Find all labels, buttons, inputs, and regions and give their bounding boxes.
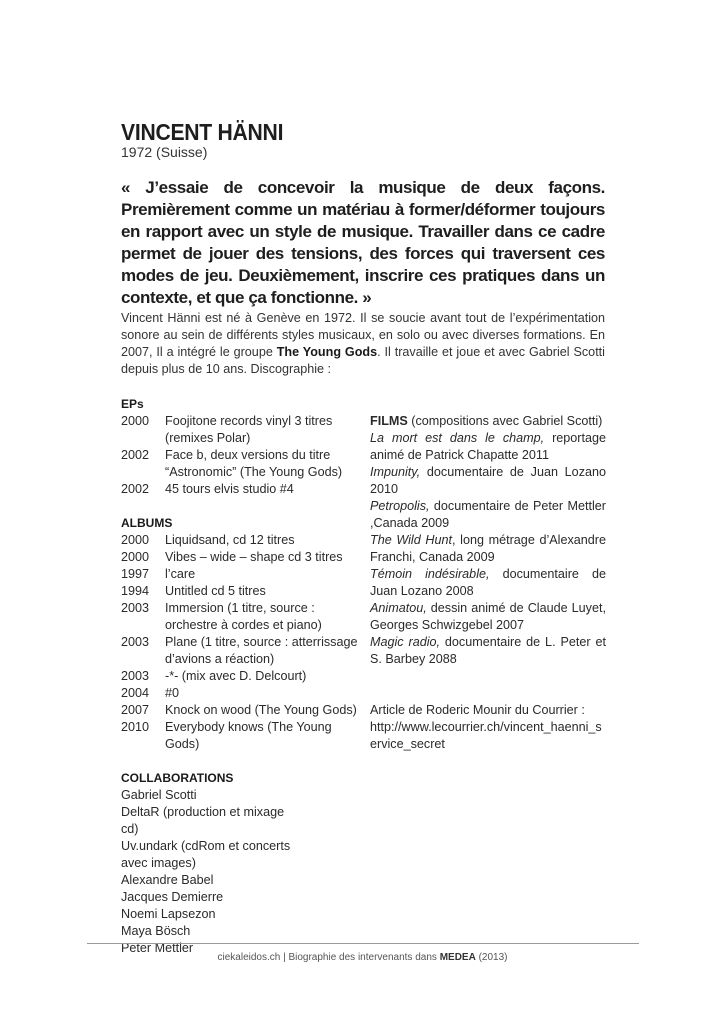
collaborations-heading: COLLABORATIONS bbox=[121, 771, 234, 785]
film-title: Magic radio, bbox=[370, 635, 441, 649]
list-item bbox=[121, 447, 361, 481]
footer-divider bbox=[87, 943, 639, 944]
film-description: dessin animé de Claude Luyet, Georges Schwizgebel 2007 bbox=[370, 601, 606, 632]
item-title: Untitled cd 5 titres bbox=[165, 584, 266, 598]
list-item bbox=[121, 532, 361, 549]
films-list bbox=[370, 430, 606, 668]
list-item bbox=[370, 430, 606, 464]
list-item bbox=[121, 719, 361, 753]
film-description: reportage animé de Patrick Chapatte 2011 bbox=[370, 431, 606, 462]
item-title: Immersion (1 titre, source : orchestre à cordes et piano) bbox=[165, 601, 322, 632]
film-title: The Wild Hunt bbox=[370, 533, 452, 547]
item-year: 2010 bbox=[121, 720, 150, 734]
item-year: 2003 bbox=[121, 669, 150, 683]
list-item bbox=[121, 668, 361, 685]
films-column bbox=[370, 413, 606, 753]
item-year: 2004 bbox=[121, 686, 150, 700]
item-title: Knock on wood (The Young Gods) bbox=[165, 703, 357, 717]
footer-show-name: MEDEA bbox=[439, 952, 476, 963]
film-description: , long métrage d’Alexandre Franchi, Canada 2009 bbox=[370, 533, 606, 564]
list-item bbox=[121, 583, 361, 600]
list-item bbox=[370, 464, 606, 498]
films-heading bbox=[370, 413, 606, 430]
film-title: Petropolis, bbox=[370, 499, 430, 513]
page-footer bbox=[0, 952, 725, 963]
film-title: Témoin indésirable, bbox=[370, 567, 490, 581]
list-item bbox=[121, 481, 361, 498]
film-title: La mort est dans le champ, bbox=[370, 431, 545, 445]
films-title: FILMS bbox=[370, 414, 408, 428]
list-item: Uv.undark (cdRom et concerts avec images) bbox=[121, 839, 291, 870]
item-year: 2002 bbox=[121, 448, 150, 462]
item-year: 2007 bbox=[121, 703, 150, 717]
item-title: Plane (1 titre, source : atterrissage d’avions a réaction) bbox=[165, 635, 358, 666]
item-year: 2000 bbox=[121, 550, 150, 564]
item-year: 2003 bbox=[121, 635, 150, 649]
item-title: 45 tours elvis studio #4 bbox=[165, 482, 294, 496]
list-item bbox=[121, 702, 361, 719]
film-description: documentaire de Juan Lozano 2010 bbox=[370, 465, 606, 496]
person-origin: 1972 (Suisse) bbox=[121, 144, 208, 160]
person-name: VINCENT HÄNNI bbox=[121, 119, 284, 145]
article-reference bbox=[370, 702, 606, 753]
list-item bbox=[121, 634, 361, 668]
collaborations-list bbox=[121, 787, 291, 957]
film-description: documentaire de L. Peter et S. Barbey 2088 bbox=[370, 635, 606, 666]
footer-prefix: ciekaleidos.ch | Biographie des intervenants dans bbox=[217, 952, 440, 963]
article-label: Article de Roderic Mounir du Courrier : bbox=[370, 703, 585, 717]
list-item bbox=[370, 634, 606, 668]
list-item: Noemi Lapsezon bbox=[121, 907, 216, 921]
list-item bbox=[370, 532, 606, 566]
list-item: DeltaR (production et mixage cd) bbox=[121, 805, 285, 836]
list-item bbox=[370, 498, 606, 532]
list-item: Gabriel Scotti bbox=[121, 788, 197, 802]
item-year: 2000 bbox=[121, 414, 150, 428]
film-description: documentaire de Juan Lozano 2008 bbox=[370, 567, 606, 598]
item-year: 2000 bbox=[121, 533, 150, 547]
list-item: Peter Mettler bbox=[121, 941, 194, 955]
eps-list bbox=[121, 413, 361, 498]
item-title: Everybody knows (The Young Gods) bbox=[165, 720, 332, 751]
list-item: Maya Bösch bbox=[121, 924, 191, 938]
list-item bbox=[121, 413, 361, 447]
footer-suffix: (2013) bbox=[475, 952, 508, 963]
item-year: 1994 bbox=[121, 584, 150, 598]
eps-heading: EPs bbox=[121, 397, 144, 411]
film-title: Impunity, bbox=[370, 465, 421, 479]
item-title: Vibes – wide – shape cd 3 titres bbox=[165, 550, 343, 564]
article-link[interactable]: http://www.lecourrier.ch/vincent_haenni_service_secret bbox=[370, 720, 602, 751]
item-title: Foojitone records vinyl 3 titres (remixes Polar) bbox=[165, 414, 333, 445]
list-item bbox=[370, 600, 606, 634]
item-year: 2003 bbox=[121, 601, 150, 615]
bio-text-part1: Vincent Hänni est né à Genève en 1972. Il se soucie avant tout de l’expérimentation sonore au sein de différents styles musicaux, en solo ou avec diverses formations. En 2007, Il a intégré le groupe bbox=[121, 311, 605, 360]
bio-paragraph bbox=[121, 310, 605, 378]
item-title: Liquidsand, cd 12 titres bbox=[165, 533, 295, 547]
bio-band-name: The Young Gods bbox=[276, 345, 378, 360]
list-item bbox=[370, 566, 606, 600]
quote-paragraph: « J’essaie de concevoir la musique de deux façons. Premièrement comme un matériau à former/déformer toujours en rapport avec un style de musique. Travailler dans ce cadre permet de jouer des tensions, des forces qui traversent ces modes de jeu. Deuxièmement, inscrire ces pratiques dans un contexte, et que ça fonctionne. » bbox=[121, 178, 605, 307]
discography-column bbox=[121, 396, 361, 957]
item-year: 1997 bbox=[121, 567, 150, 581]
list-item bbox=[121, 600, 361, 634]
list-item bbox=[121, 685, 361, 702]
item-title: l’care bbox=[165, 567, 196, 581]
films-subtitle: (compositions avec Gabriel Scotti) bbox=[407, 414, 603, 428]
bio-text-part2: . Il travaille et joue et avec Gabriel Scotti depuis plus de 10 ans. Discographie : bbox=[121, 345, 605, 377]
film-description: documentaire de Peter Mettler ,Canada 2009 bbox=[370, 499, 606, 530]
list-item: Alexandre Babel bbox=[121, 873, 214, 887]
albums-list bbox=[121, 532, 361, 753]
item-title: Face b, deux versions du titre “Astronomic” (The Young Gods) bbox=[165, 448, 343, 479]
item-title: #0 bbox=[165, 686, 180, 700]
film-title: Animatou, bbox=[370, 601, 427, 615]
item-title: -*- (mix avec D. Delcourt) bbox=[165, 669, 307, 683]
list-item: Jacques Demierre bbox=[121, 890, 224, 904]
item-year: 2002 bbox=[121, 482, 150, 496]
list-item bbox=[121, 566, 361, 583]
albums-heading: ALBUMS bbox=[121, 516, 173, 530]
list-item bbox=[121, 549, 361, 566]
